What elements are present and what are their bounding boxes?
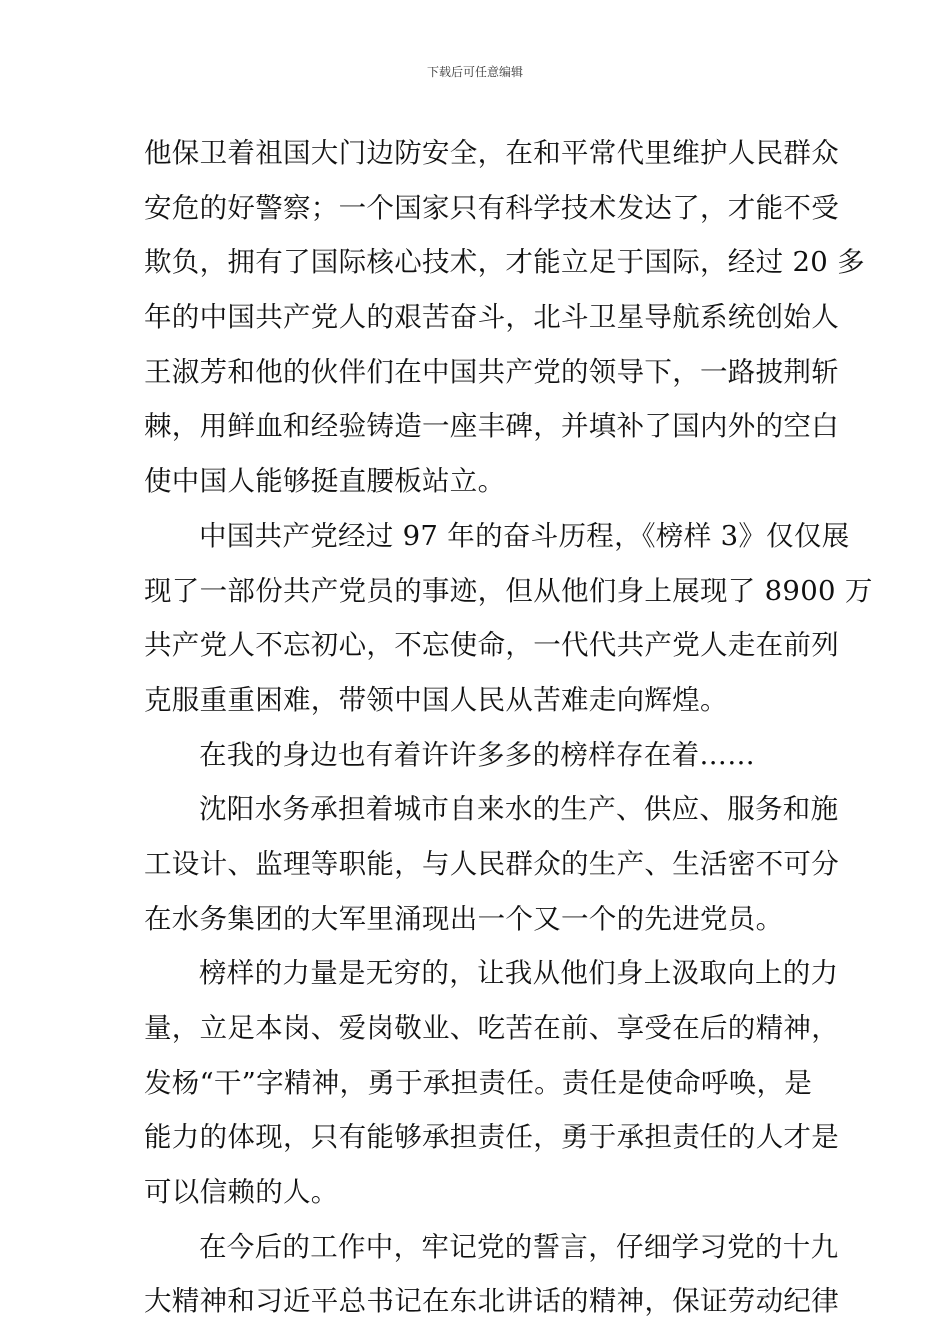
text-line: 榜样的力量是无穷的，让我从他们身上汲取向上的力 [199, 957, 839, 990]
text-line: 使中国人能够挺直腰板站立。 [144, 465, 506, 498]
text-line: 沈阳水务承担着城市自来水的生产、供应、服务和施 [199, 793, 839, 826]
document-body [144, 126, 873, 1329]
text-line: 克服重重困难，带领中国人民从苦难走向辉煌。 [144, 683, 728, 716]
text-line: 中国共产党经过 97 年的奋斗历程，《榜样 3》仅仅展 [199, 519, 850, 552]
text-line: 在水务集团的大军里涌现出一个又一个的先进党员。 [144, 902, 784, 935]
text-line: 王淑芳和他的伙伴们在中国共产党的领导下，一路披荆斩 [144, 355, 839, 388]
text-line: 可以信赖的人。 [144, 1176, 339, 1209]
text-line: 现了一部份共产党员的事迹，但从他们身上展现了 8900 万 [144, 574, 873, 607]
text-line: 量，立足本岗、爱岗敬业、吃苦在前、享受在后的精神， [144, 1012, 839, 1044]
text-line: 能力的体现，只有能够承担责任，勇于承担责任的人才是 [144, 1121, 839, 1154]
text-line: 安危的好警察；一个国家只有科学技术发达了，才能不受 [144, 191, 839, 224]
text-line: 共产党人不忘初心，不忘使命，一代代共产党人走在前列 [144, 629, 839, 662]
text-line: 欺负，拥有了国际核心技术，才能立足于国际，经过 20 多 [144, 246, 865, 279]
text-line: 棘，用鲜血和经验铸造一座丰碑，并填补了国内外的空白 [144, 410, 839, 443]
text-line: 在我的身边也有着许许多多的榜样存在着…… [199, 738, 755, 771]
text-line: 在今后的工作中，牢记党的誓言，仔细学习党的十九 [199, 1230, 839, 1263]
text-line: 大精神和习近平总书记在东北讲话的精神，保证劳动纪律 [144, 1285, 839, 1318]
text-line: 工设计、监理等职能，与人民群众的生产、生活密不可分 [144, 847, 839, 880]
page-header: 下载后可任意编辑 [426, 65, 523, 79]
text-line: 他保卫着祖国大门边防安全，在和平常代里维护人民群众 [144, 137, 839, 169]
text-line: 发杨“干”字精神，勇于承担责任。责任是使命呼唤，是 [144, 1066, 813, 1099]
text-line: 年的中国共产党人的艰苦奋斗，北斗卫星导航系统创始人 [144, 301, 839, 334]
